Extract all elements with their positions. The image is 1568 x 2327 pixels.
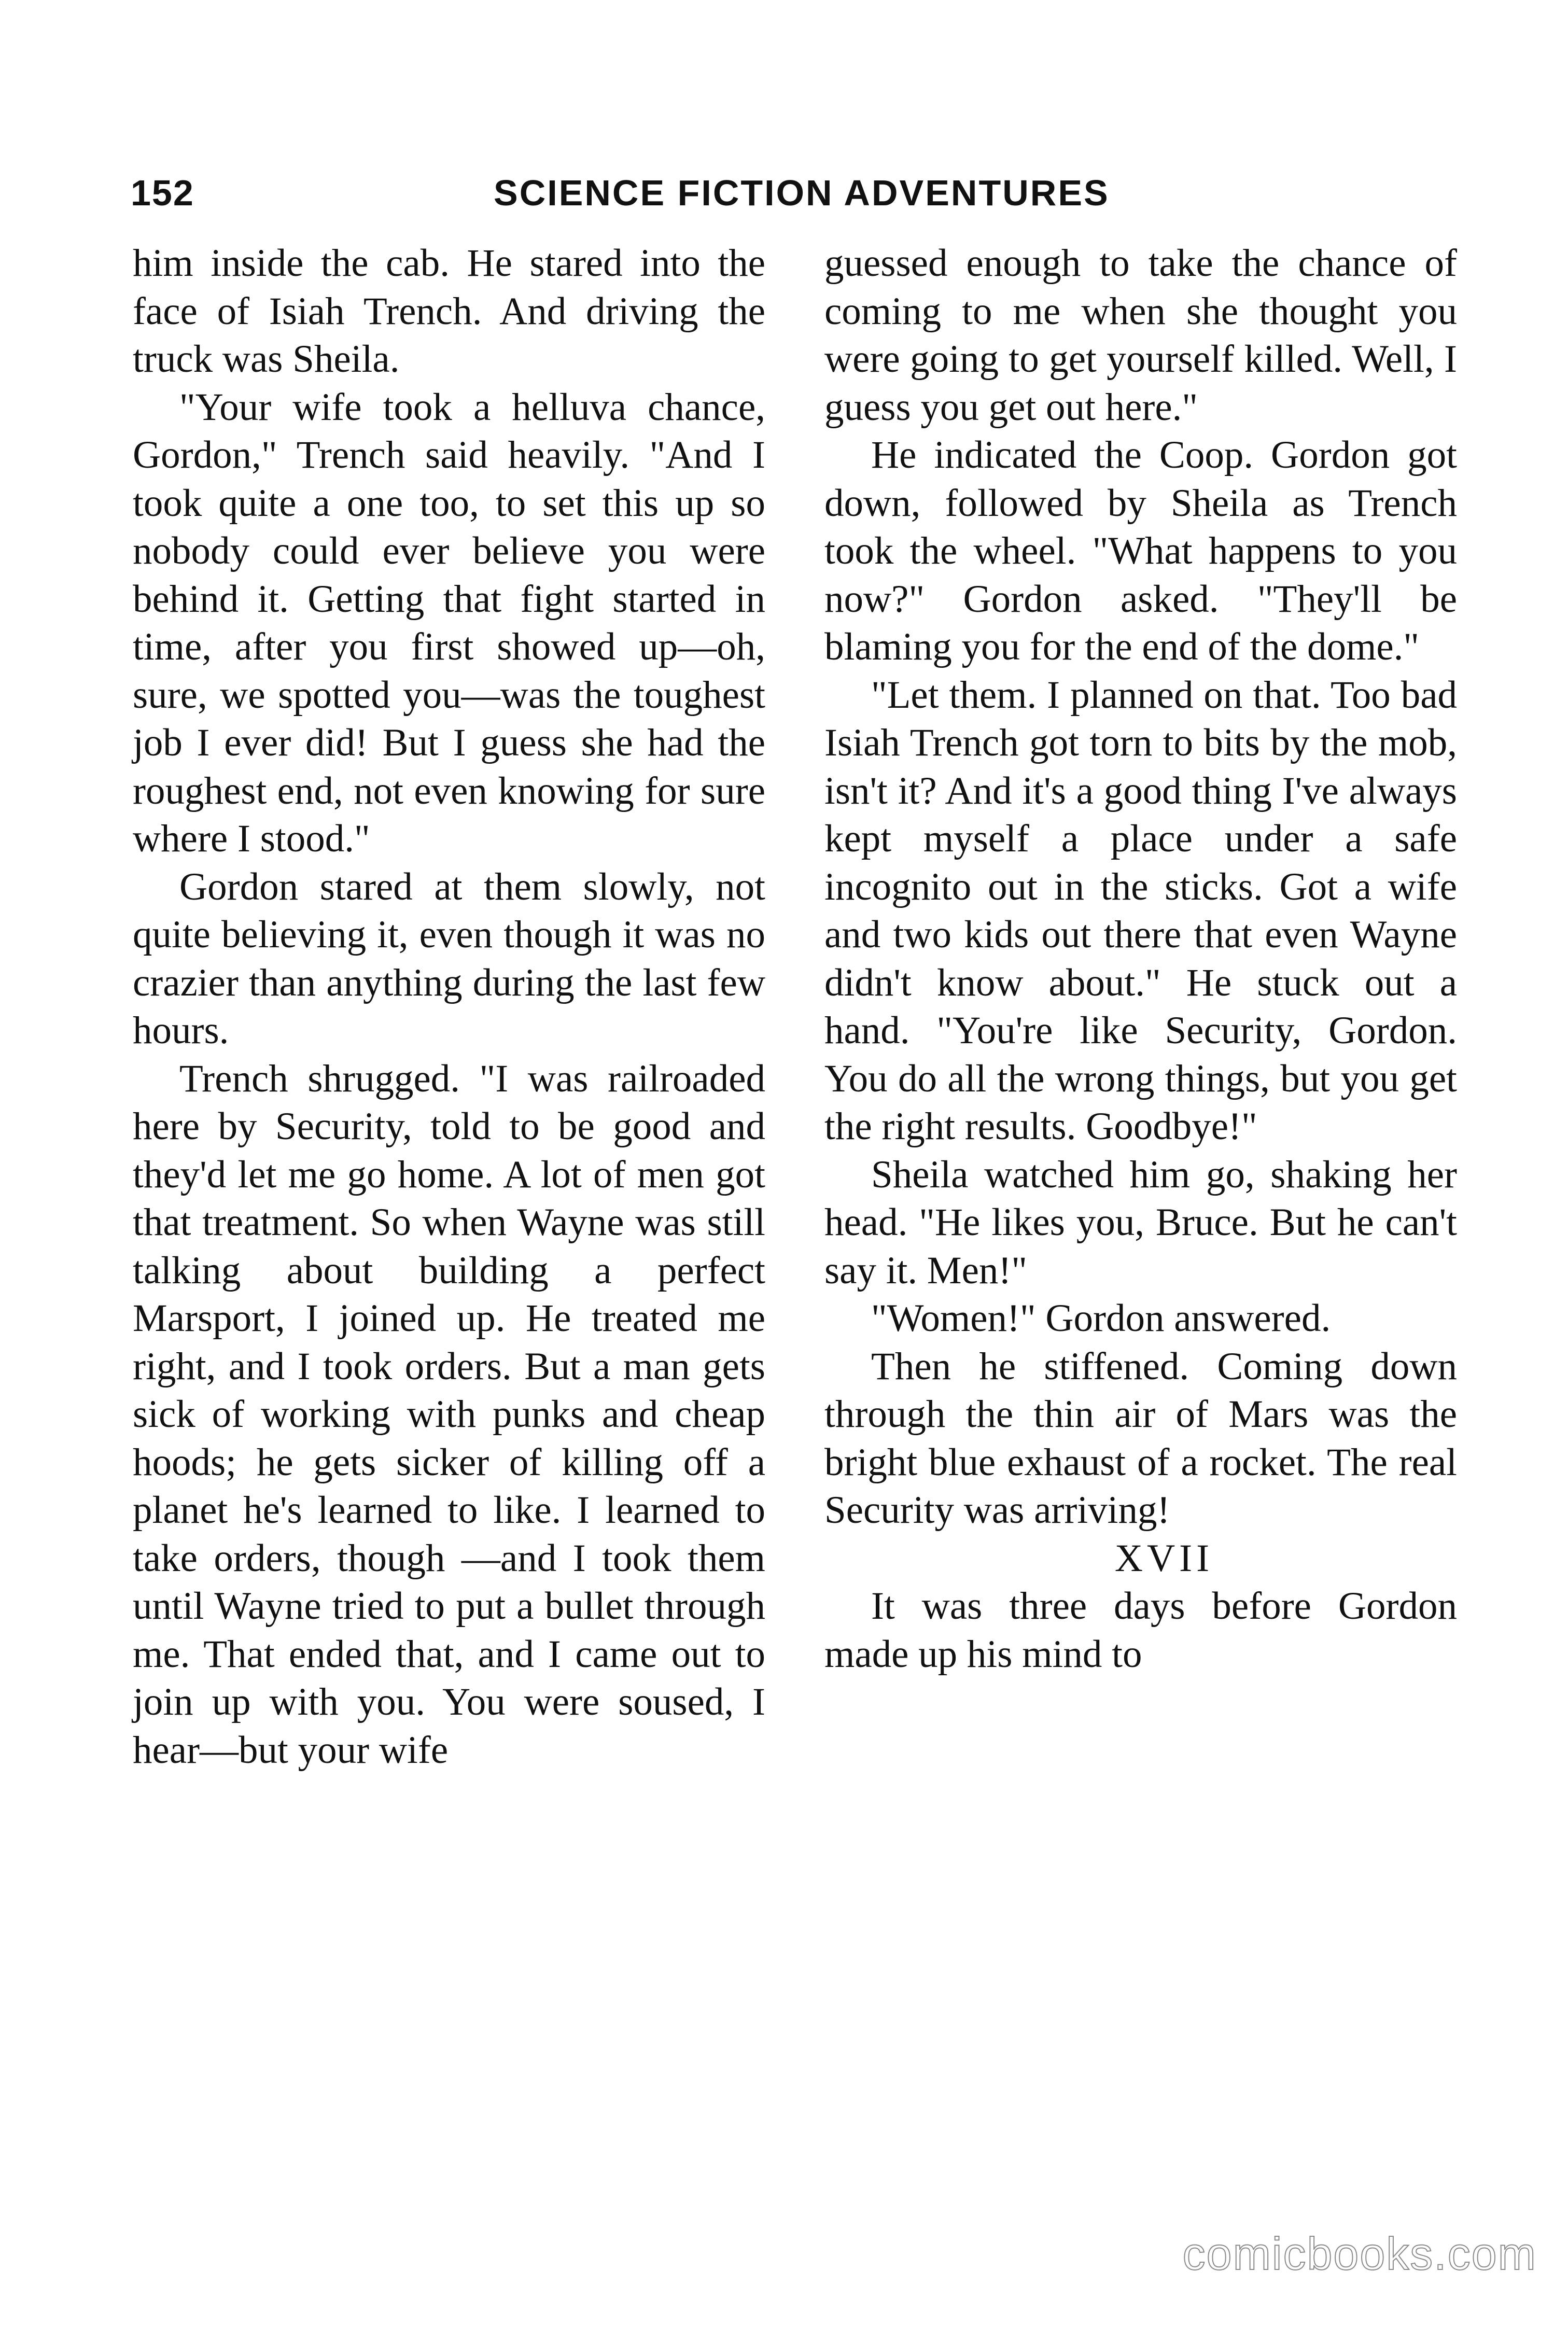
- paragraph: Then he stiffened. Coming down through the thin air of Mars was the bright blue exhaust of a rocket. The real Security was arriving!: [824, 1344, 1457, 1532]
- paragraph: Gordon stared at them slowly, not quite believing it, even though it was no crazier than anything during the last few hours.: [133, 865, 765, 1052]
- page-number: 152: [131, 173, 194, 213]
- paragraph: guessed enough to take the chance of coming to me when she thought you were going to get yourself killed. Well, I guess you get out here.": [824, 242, 1457, 429]
- site-watermark: comicbooks.com: [1182, 2228, 1537, 2279]
- paragraph: him inside the cab. He stared into the face of Isiah Trench. And driving the truck was Sheila.: [133, 242, 765, 381]
- left-column: [133, 240, 765, 1774]
- paragraph: "Women!" Gordon answered.: [871, 1297, 1331, 1340]
- running-title: SCIENCE FICTION ADVENTURES: [494, 173, 1110, 213]
- page-header: [131, 167, 1453, 219]
- paragraph: "Let them. I planned on that. Too bad Isiah Trench got torn to bits by the mob, isn't it? And it's a good thing I've always kept myself a place under a safe incognito out in the sticks. Got a wife and two kids out there that even Wayne didn't know about." He stuck out a hand. "You're like Security, Gordon. You do all the wrong things, but you get the right results. Goodbye!": [824, 673, 1457, 1148]
- right-column: [824, 240, 1457, 1678]
- chapter-heading: XVII: [1114, 1536, 1214, 1580]
- paragraph: "Your wife took a helluva chance, Gordon," Trench said heavily. "And I took quite a one too, to set this up so nobody could ever believe you were behind it. Getting that fight started in time, after you first showed up—oh, sure, we spotted you—was the toughest job I ever did! But I guess she had the roughest end, not even knowing for sure where I stood.": [133, 385, 765, 860]
- paragraph: Sheila watched him go, shaking her head. "He likes you, Bruce. But he can't say it. Men!": [824, 1153, 1457, 1292]
- paragraph: It was three days before Gordon made up his mind to: [824, 1585, 1457, 1676]
- paragraph: Trench shrugged. "I was railroaded here by Security, told to be good and they'd let me go home. A lot of men got that treatment. So when Wayne was still talking about building a perfect Marsport, I joined up. He treated me right, and I took orders. But a man gets sick of working with punks and cheap hoods; he gets sicker of killing off a planet he's learned to like. I learned to take orders, though —and I took them until Wayne tried to put a bullet through me. That ended that, and I came out to join up with you. You were soused, I hear—but your wife: [133, 1057, 765, 1772]
- paragraph: He indicated the Coop. Gordon got down, followed by Sheila as Trench took the wheel. "What happens to you now?" Gordon asked. "They'll be blaming you for the end of the dome.": [824, 433, 1457, 668]
